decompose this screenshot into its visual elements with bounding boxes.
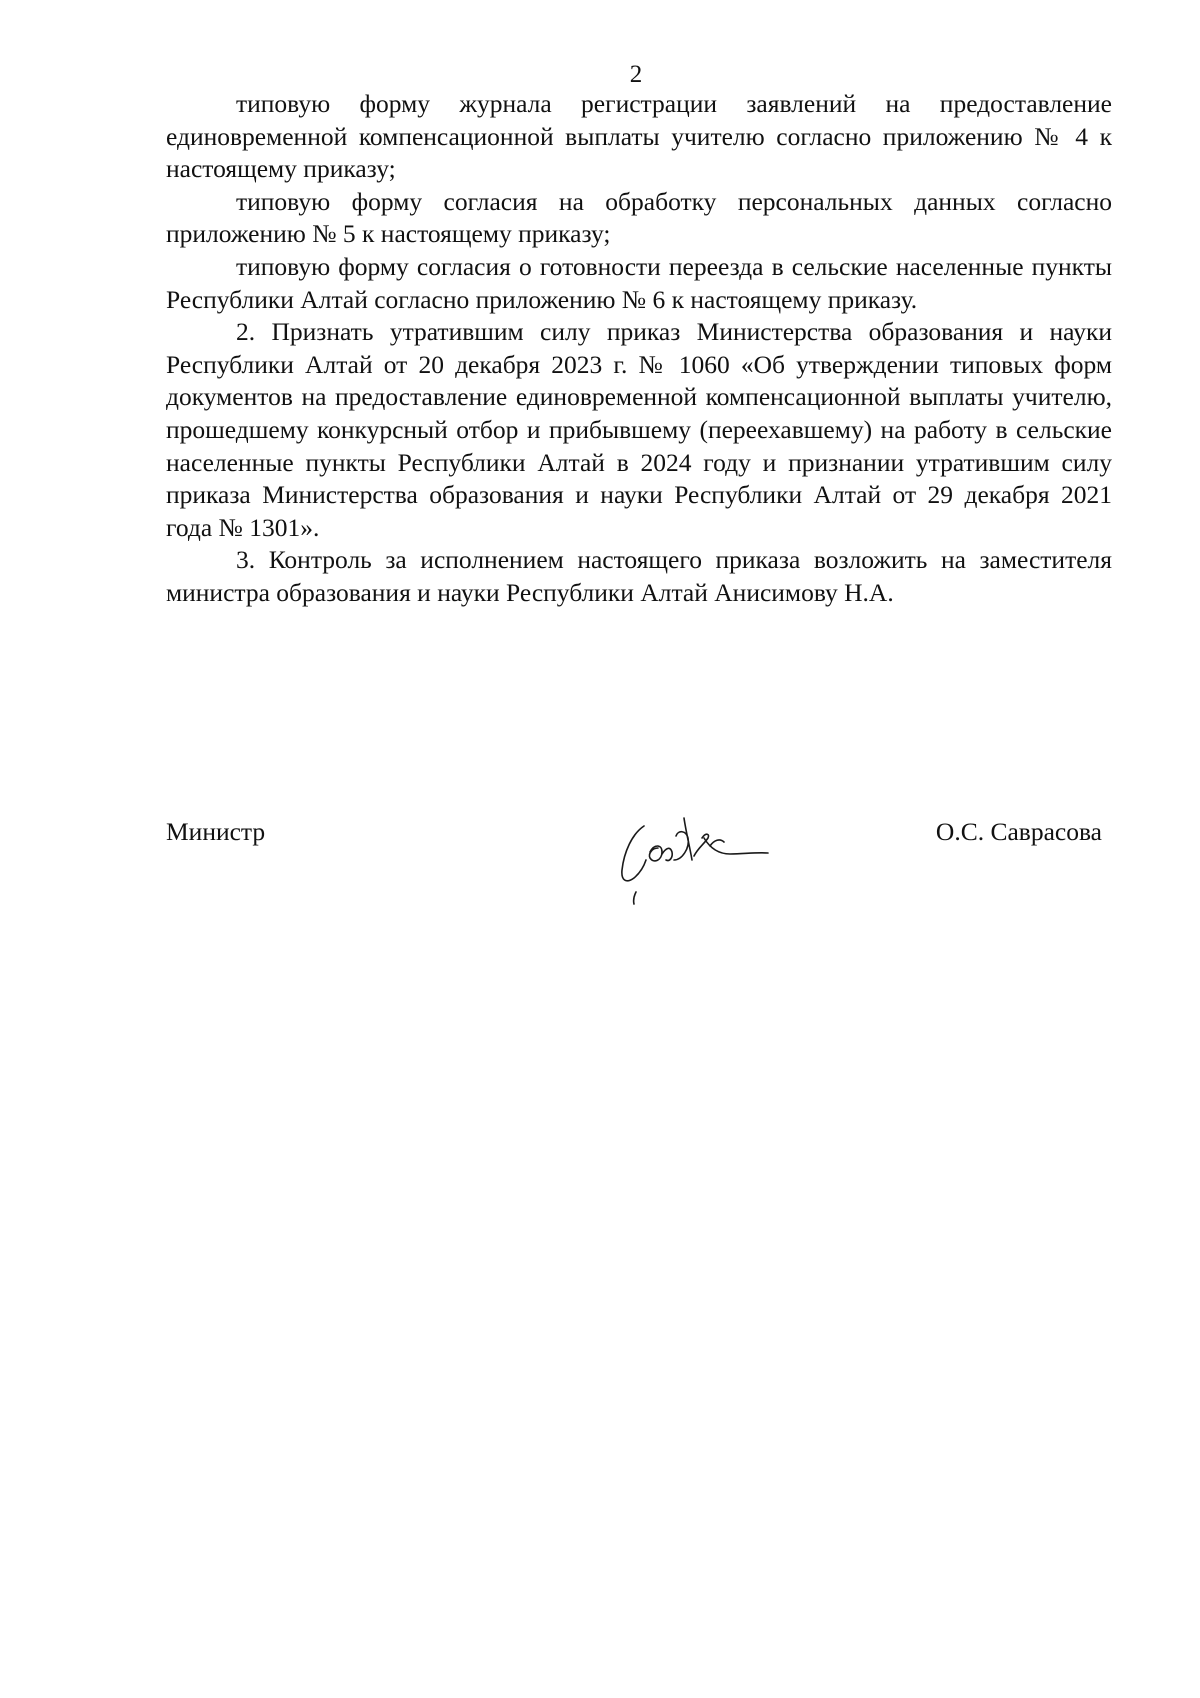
handwritten-signature [606,808,786,918]
page-number: 2 [629,61,643,88]
document-body [166,88,1112,610]
signatory-title: Министр [166,817,266,846]
paragraph-form-consent-personal-data: типовую форму согласия на обработку персональных данных согласно приложению № 5 к настоящему приказу; [166,186,1112,249]
paragraph-control: 3. Контроль за исполнением настоящего приказа возложить на заместителя министра образования и науки Республики Алтай Анисимову Н.А. [166,545,1112,607]
paragraph-form-consent-relocation: типовую форму согласия о готовности переезда в сельские населенные пункты Республики Алтай согласно приложению № 6 к настоящему приказу. [166,251,1112,314]
signature-block [166,808,1112,918]
signatory-name: О.С. Саврасова [935,817,1102,846]
paragraph-form-journal: типовую форму журнала регистрации заявлений на предоставление единовременной компенсационной выплаты учителю согласно приложению № 4 к настоящему приказу; [166,89,1112,184]
paragraph-repeal-order: 2. Признать утратившим силу приказ Министерства образования и науки Республики Алтай от 20 декабря 2023 г. № 1060 «Об утверждении типовых форм документов на предоставление единовременной компенсационной выплаты учителю, прошедшему конкурсный отбор и прибывшему (переехавшему) на работу в сельские населенные пункты Республики Алтай в 2024 году и признании утратившим силу приказа Министерства образования и науки Республики Алтай от 29 декабря 2021 года № 1301». [166,317,1112,542]
